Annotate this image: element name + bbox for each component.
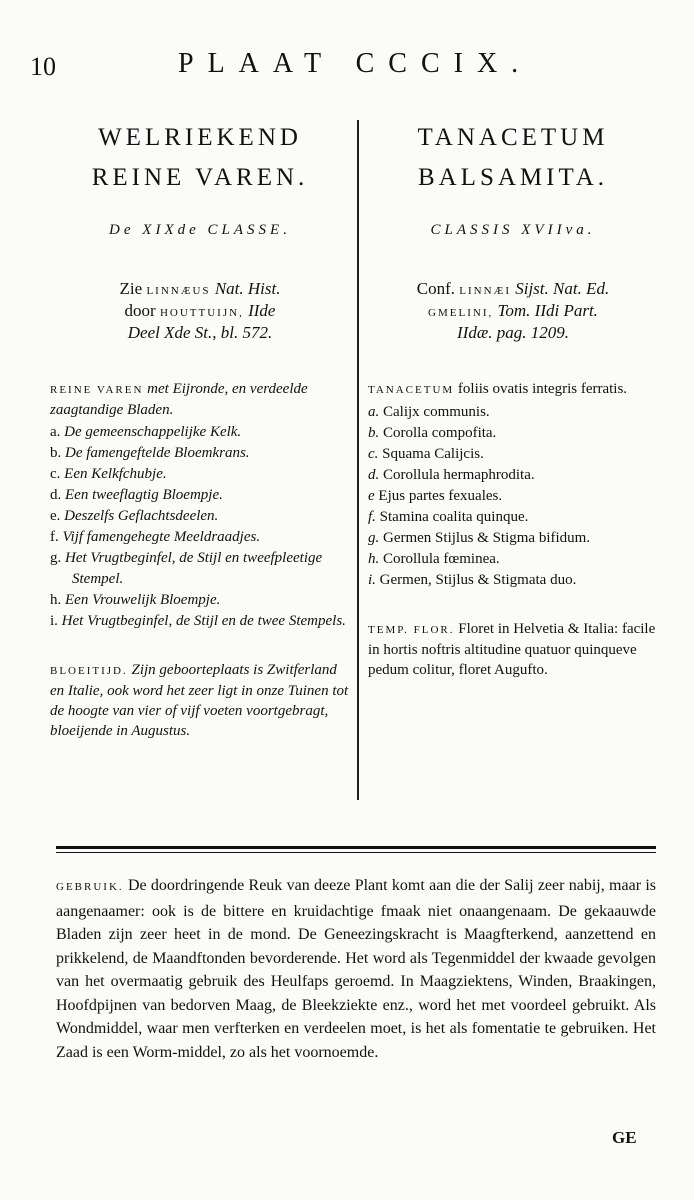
dutch-class: De XIXde CLASSE.: [109, 222, 291, 238]
column-divider: [357, 120, 359, 800]
list-item: a. Calijx communis.: [368, 404, 490, 420]
list-item: d. Een tweeflagtig Bloempje.: [50, 487, 223, 503]
list-item: e. Deszelfs Geflachtsdeelen.: [50, 508, 219, 524]
ref-page: IIdæ. pag. 1209.: [457, 323, 569, 342]
section-rule-thick: [56, 846, 656, 849]
catchword: GE: [612, 1128, 637, 1147]
latin-column: [368, 118, 658, 680]
ref-work: Sijst. Nat. Ed.: [515, 279, 610, 298]
dutch-column: [50, 118, 350, 741]
ref-volume: IIde: [248, 301, 276, 320]
dutch-title-line2: REINE VAREN.: [91, 164, 309, 191]
latin-flowering: [368, 619, 658, 680]
list-item: f. Stamina coalita quinque.: [368, 509, 529, 525]
flowering-text: Zijn geboorteplaats is Zwitferland en Italie, ook word het zeer ligt in onze Tuinen tot de hoogte van vier of vijf voeten voortgebragt, bloeijende in Augustus.: [50, 662, 349, 739]
desc-text: met Eijronde, en verdeelde zaagtandige Bladen.: [50, 381, 308, 418]
ref-volume: Tom. IIdi Part.: [497, 301, 598, 320]
dutch-flowering: [50, 660, 350, 741]
list-item: f. Vijf famengehegte Meeldraadjes.: [50, 529, 261, 545]
plate-heading: PLAAT CCCIX.: [178, 48, 533, 79]
latin-class: CLASSIS XVIIva.: [430, 222, 596, 238]
ref-page: Deel Xde St., bl. 572.: [127, 323, 273, 342]
ref-author: HOUTTUIJN,: [159, 307, 244, 319]
page-number: 10: [30, 52, 56, 81]
latin-reference: [368, 279, 658, 343]
flowering-label: BLOEITIJD.: [50, 665, 128, 677]
latin-description: [368, 379, 658, 400]
ref-author: GMELINI,: [428, 307, 494, 319]
desc-genus: TANACETUM: [368, 384, 455, 396]
latin-title-line2: BALSAMITA.: [417, 164, 609, 191]
list-item: h. Een Vrouwelijk Bloempje.: [50, 592, 221, 608]
list-item: a. De gemeenschappelijke Kelk.: [50, 424, 242, 440]
latin-figure-list: [368, 402, 658, 591]
flowering-text: Floret in Helvetia & Italia: facile in hortis noftris altitudine quatuor quinqueve pedum colitur, floret Augufto.: [368, 621, 656, 678]
ref-work: Nat. Hist.: [214, 279, 281, 298]
dutch-reference: [50, 279, 350, 343]
usage-label: GEBRUIK.: [56, 881, 124, 893]
list-item: b. Corolla compofita.: [368, 425, 497, 441]
usage-text: De doordringende Reuk van deeze Plant komt aan die der Salij zeer nabij, maar is aangenaamer: ook is de bittere en kruidachtige fmaak niet onaangenaam. De gekaauwde Bladen zijn zeer heet in de mond. De Geneezingskracht is Maagfterkend, aanzettend en prikkelend, de Maandftonden bevorderende. Het word als Tegenmiddel der kwaade gevolgen van het overmaatig gebruik des Heulfaps geroemd. In Maagziektens, Winden, Braakingen, Hoofdpijnen van bedorven Maag, de Bleekziekte enz., word het met voordeel gebruikt. Als Wondmiddel, waar men verfterken en verdeelen moet, is het als fomentatie te gebruiken. Het Zaad is een Worm-middel, zo als het voornoemde.: [56, 877, 657, 1061]
list-item: d. Corollula hermaphrodita.: [368, 467, 535, 483]
dutch-title-line1: WELRIEKEND: [98, 124, 302, 151]
list-item: g. Germen Stijlus & Stigma bifidum.: [368, 530, 591, 546]
list-item: i. Germen, Stijlus & Stigmata duo.: [368, 572, 577, 588]
ref-author: LINNÆUS: [146, 285, 211, 297]
dutch-description: [50, 379, 350, 420]
list-item: i. Het Vrugtbeginfel, de Stijl en de twee Stempels.: [50, 613, 346, 629]
latin-title-line1: TANACETUM: [417, 124, 609, 151]
usage-paragraph: [56, 874, 656, 1064]
list-item: c. Squama Calijcis.: [368, 446, 484, 462]
ref-word: door: [124, 301, 156, 320]
section-rule-thin: [56, 852, 656, 853]
list-item: g. Het Vrugtbeginfel, de Stijl en tweefpleetige Stempel.: [50, 550, 323, 587]
desc-text: foliis ovatis integris ferratis.: [457, 381, 628, 397]
desc-genus: REINE VAREN: [50, 384, 144, 396]
list-item: e Ejus partes fexuales.: [368, 488, 503, 504]
list-item: b. De famengeftelde Bloemkrans.: [50, 445, 250, 461]
ref-author: LINNÆI: [459, 285, 511, 297]
flowering-label: TEMP. FLOR.: [368, 624, 455, 636]
dutch-figure-list: [50, 422, 350, 632]
list-item: c. Een Kelkfchubje.: [50, 466, 167, 482]
list-item: h. Corollula fœminea.: [368, 551, 500, 567]
ref-word: Zie: [119, 279, 143, 298]
ref-word: Conf.: [416, 279, 456, 298]
